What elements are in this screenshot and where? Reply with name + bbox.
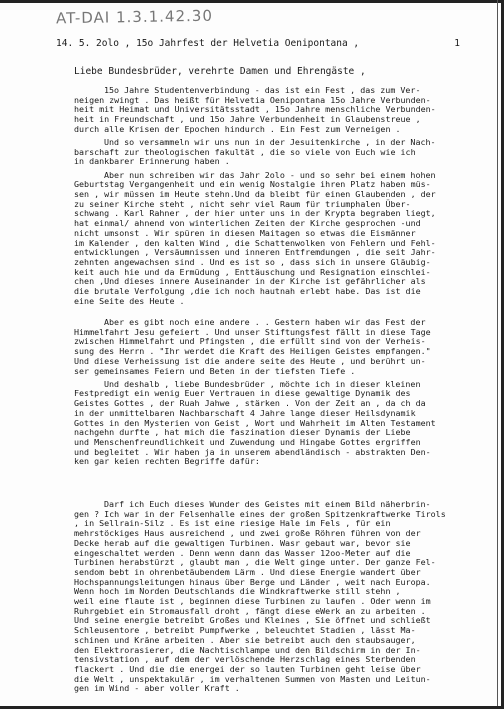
text-line: ken gar keien rechten Begriffe dafür: xyxy=(74,456,260,467)
paragraph xyxy=(74,318,492,376)
text-line: , in Sellrain-Silz . Es ist eine riesige Hale im Fels , für ein xyxy=(74,518,391,529)
text-line: neigen zwingt . Das heißt für Helvetia Oenipontana 15o Jahre Verbunden- xyxy=(74,94,431,105)
text-line: flackert . Und die die energei der so lauten Turbinen geht leise über xyxy=(74,663,421,674)
text-line: entwicklungen , Versäumnissen und inneren Entfremdungen , die seit Jahr- xyxy=(74,247,436,258)
page-number: 1 xyxy=(454,38,460,49)
text-line: die Welt , unspektakulär , im verhaltenen Summen von Masten und Leitun- xyxy=(74,673,431,684)
text-line: sendom bebt in ohrenbetäubendem Lärm . Und diese Energie wandert über xyxy=(74,566,421,577)
text-line: gen ? Ich war in der Felsenhalle eines der großen Spitzenkraftwerke Tirols xyxy=(74,508,446,519)
text-block-3 xyxy=(74,500,492,698)
text-line: sung des Herrn . "Ihr werdet die Kraft des Heiligen Geistes empfangen." xyxy=(74,346,431,357)
text-line: nicht umsonst . Wir spüren in diesen Maitagen so etwas die Eismänner xyxy=(74,227,416,238)
text-line: heit mit Heimat und Universitätsstadt , 15o Jahre menschliche Verbunden- xyxy=(74,104,436,115)
text-line: chen ,Und dieses innere Auseinander in der Kirche ist gefährlicher als xyxy=(74,276,426,287)
text-line: eine Seite des Heute . xyxy=(74,295,185,306)
text-line: nachgehn durfte , hat mich die faszination dieser Dynamis der Liebe xyxy=(74,427,411,438)
paragraph xyxy=(74,171,492,307)
text-line: die brutale Verfolgung ,die ich noch hautnah erlebt habe. Das ist die xyxy=(74,286,421,297)
text-line: und Menschenfreundlichkeit und Zuwendung und Hingabe Gottes ergriffen xyxy=(74,436,421,447)
text-line: in dankbarer Erinnerung haben . xyxy=(74,156,230,167)
paragraph xyxy=(74,500,492,694)
text-line: Gottes in den Mysterien von Geist , Wort und Wahrheit im Alten Testament xyxy=(74,417,436,428)
text-line: Decke herab auf die gewaltigen Turbinen. Wasr gebaut war, bevor sie xyxy=(74,537,411,548)
paragraph xyxy=(74,138,492,167)
text-line: und begleitet . Wir haben ja in unserem abendländisch - abstrakten Den- xyxy=(74,446,431,457)
text-line: Ruhrgebiet ein Stromausfall droht , fängt diese eWerk an zu arbeiten . xyxy=(74,605,426,616)
text-line: ser gemeinsames Feiern und Beten in der tiefsten Tiefe . xyxy=(74,365,356,376)
text-line: barschaft zur theologischen fakultät , die so viele von Euch wie ich xyxy=(74,146,416,157)
text-line: Und seine energie betreibt Großes und Kleines , Sie öffnet und schließt xyxy=(74,615,431,626)
text-line: Und deshalb , liebe Bundesbrüder , möchte ich in dieser kleinen xyxy=(104,378,421,389)
text-line: Und so versammeln wir uns nun in der Jesuitenkirche , in der Nach- xyxy=(104,137,436,148)
text-line: hat einmal/ ahnend von winterlichen Zeiten der Kirche gesprochen -und xyxy=(74,218,421,229)
text-line: Darf ich Euch dieses Wunder des Geistes mit einem Bild näherbrin- xyxy=(104,499,431,509)
text-line: den Elektrorasierer, die Nachtischlampe und den Bildschirm in der In- xyxy=(74,644,421,655)
paragraph xyxy=(74,380,492,467)
page-header xyxy=(56,38,460,49)
text-line: in der unmittelbaren Nachbarschaft 4 Jahre lange dieser Heilsdynamik xyxy=(74,407,416,418)
dateline: 14. 5. 2olo , 15o Jahrfest der Helvetia Oenipontana , xyxy=(56,38,360,49)
text-line: im Kalender , den kalten Wind , die Schattenwolken von Fehlern und Fehl- xyxy=(74,237,436,248)
text-line: schwang . Karl Rahner , der hier unter uns in der Krypta begraben liegt, xyxy=(74,208,436,219)
text-line: sen , wir müssen im Heute stehn.Und da bleibt für einen Glaubenden , der xyxy=(74,189,436,200)
text-line: Aber es gibt noch eine andere . . Gestern haben wir das Fest der xyxy=(104,317,426,327)
scan-border-right-inner xyxy=(497,0,498,709)
scan-border-top xyxy=(0,0,504,3)
text-line: Turbinen herabstürzt , glaubt man , die Welt ginge unter. Der ganze Fel- xyxy=(74,557,436,568)
text-line: schinen und Kräne arbeiten . Aber sie betreibt auch den staubsauger, xyxy=(74,634,416,645)
text-line: Hochspannungsleitungen hinaus über Berge und Länder , weit nach Europa. xyxy=(74,576,431,587)
text-line: zehnten angewachsen sind . Und es ist so , dass sich in unsere Gläubig- xyxy=(74,256,431,267)
archive-stamp: AT-DAI 1.3.1.42.30 xyxy=(55,6,214,28)
text-line: durch alle Krisen der Epochen hindurch . Ein Fest zum Verneigen . xyxy=(74,123,401,134)
text-line: Festpredigt ein wenig Euer Vertrauen in diese gewaltige Dynamik des xyxy=(74,388,411,399)
text-block-1 xyxy=(74,86,492,310)
text-line: tensivstation , auf dem der verlöschende Herzschlag eines Sterbenden xyxy=(74,654,416,665)
text-line: Aber nun schreiben wir das Jahr 2olo - und so sehr bei einem hohen xyxy=(104,169,436,180)
text-line: 15o Jahre Studentenverbindung - das ist ein Fest , das zum Ver- xyxy=(104,85,421,95)
text-line: eingeschaltet werden . Denn wenn dann das Wasser 12oo-Meter auf die xyxy=(74,547,411,558)
text-line: Geburtstag Vergangenheit und ein wenig Nostalgie ihren Platz haben müs- xyxy=(74,179,431,190)
text-line: heit in Freundschaft , und 15o Jahre Verbundenheit in Glaubenstreue , xyxy=(74,114,421,125)
text-line: Schleusentore , betreibt Pumpfwerke , beleuchtet Stadien , lässt Ma- xyxy=(74,625,416,636)
text-line: weil eine flaute ist , beginnen diese Turbinen zu laufen . Oder wenn im xyxy=(74,596,431,607)
text-line: Geistes Gottes , der Ruah Jahwe , stärken . Von der Zeit an , da ch da xyxy=(74,398,426,409)
text-line: zu seiner Kirche steht , nicht sehr viel Raum für triumphalen Über- xyxy=(74,198,411,209)
salutation: Liebe Bundesbrüder, verehrte Damen und Ehrengäste , xyxy=(74,66,366,77)
text-line: Wenn hoch im Norden Deutschlands die Windkraftwerke still stehn , xyxy=(74,586,401,597)
text-line: mehrstöckiges Haus ausreichend , und zwei große Röhren führen von der xyxy=(74,528,421,539)
text-line: keit auch hie und da Ermüdung , Enttäuschung und Resignation einschlei- xyxy=(74,266,431,277)
text-line: Und diese Verheissung ist die andere seite des Heute , und berührt un- xyxy=(74,355,426,366)
paragraph xyxy=(74,86,492,135)
text-line: gen im Wind - aber voller Kraft . xyxy=(74,683,240,694)
text-block-2 xyxy=(74,318,492,471)
text-line: Himmelfahrt Jesu gefeiert . Und unser Stiftungsfest fällt in diese Tage xyxy=(74,326,431,337)
text-line: zwischen Himmelfahrt und Pfingsten , die erfüllt sind von der Verheis- xyxy=(74,336,426,347)
